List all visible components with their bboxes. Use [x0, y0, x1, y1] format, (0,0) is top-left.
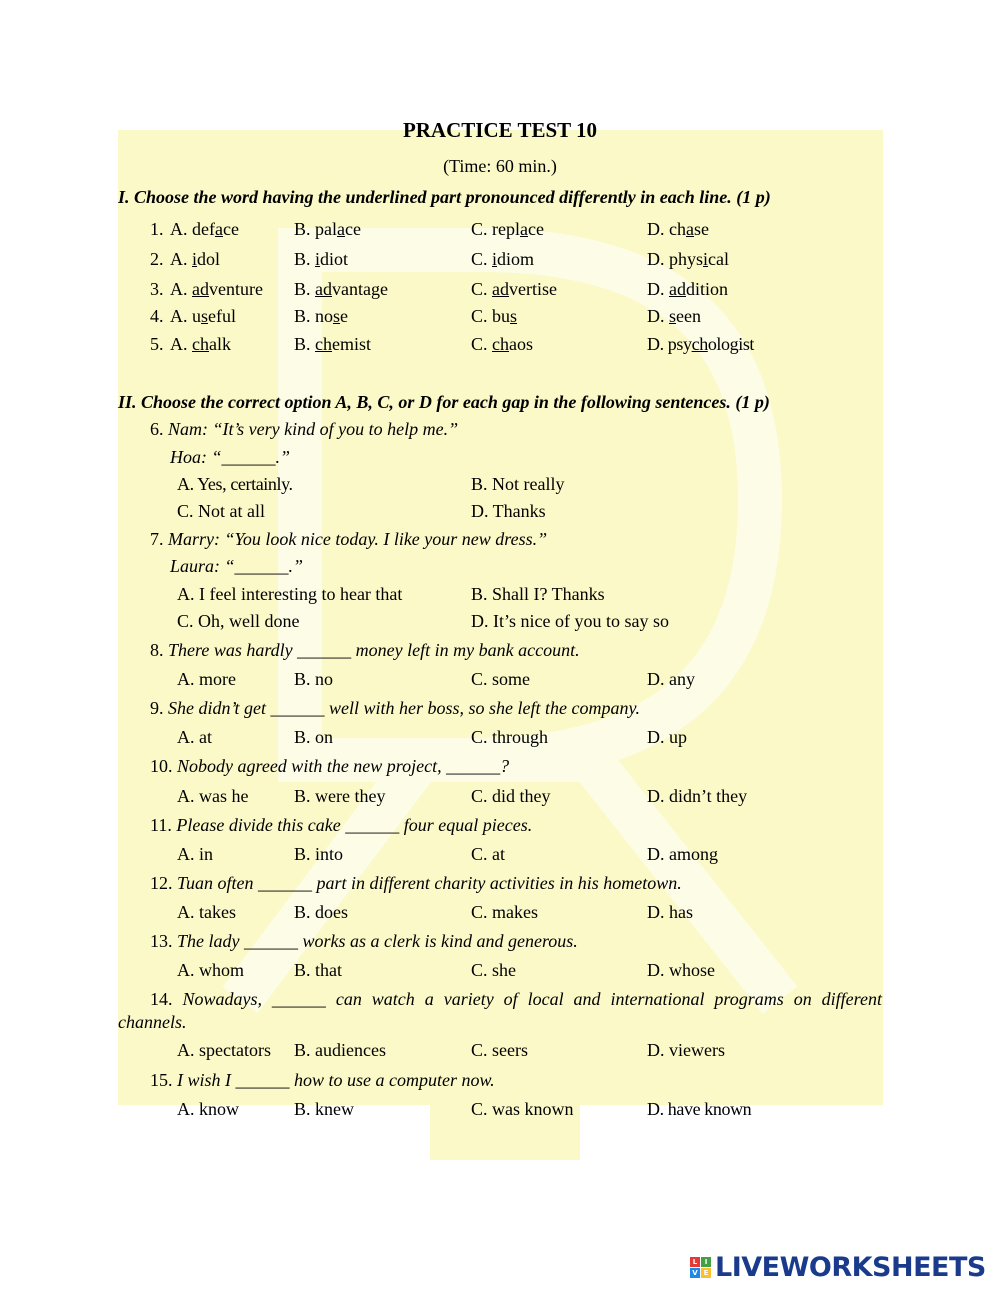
option-14c[interactable]: C. seers	[471, 1040, 528, 1060]
underlined-part: ch	[192, 334, 209, 354]
option-9d[interactable]: D. up	[647, 727, 687, 747]
question-7-line2: Laura: “______.”	[170, 556, 304, 576]
option-14d[interactable]: D. viewers	[647, 1040, 725, 1060]
question-number: 10.	[150, 756, 173, 776]
underlined-part: s	[201, 306, 209, 326]
option-7c[interactable]: C. Oh, well done	[177, 611, 300, 631]
question-number: 1.	[150, 219, 164, 239]
option-6c[interactable]: C. Not at all	[177, 501, 265, 521]
underlined-part: ch	[691, 334, 708, 354]
option-13d[interactable]: D. whose	[647, 960, 715, 980]
option-10c[interactable]: C. did they	[471, 786, 551, 806]
option-15d[interactable]: D. have known	[647, 1099, 752, 1119]
question-text: Nowadays, ______ can watch a variety of local and international programs on different	[182, 989, 882, 1009]
option-1c[interactable]: C. replace	[471, 219, 544, 239]
underlined-part: i	[492, 249, 498, 269]
option-3b[interactable]: B. advantage	[294, 279, 388, 299]
underlined-part: ch	[492, 334, 510, 354]
option-9c[interactable]: C. through	[471, 727, 549, 747]
question-number: 11.	[150, 815, 172, 835]
option-8d[interactable]: D. any	[647, 669, 695, 689]
option-15b[interactable]: B. knew	[294, 1099, 354, 1119]
option-4d[interactable]: D. seen	[647, 306, 701, 326]
underlined-part: a	[686, 219, 694, 239]
option-11a[interactable]: A. in	[177, 844, 213, 864]
underlined-part: i	[192, 249, 198, 269]
option-4c[interactable]: C. bus	[471, 306, 518, 326]
option-1a[interactable]: A. deface	[170, 219, 239, 239]
question-text: She didn’t get ______ well with her boss, so she left the company.	[168, 698, 640, 718]
page-title: PRACTICE TEST 10	[402, 118, 598, 142]
option-3d[interactable]: D. addition	[647, 279, 729, 299]
option-5d[interactable]: D. psychologist	[647, 334, 755, 354]
option-9a[interactable]: A. at	[177, 727, 212, 747]
question-14	[150, 989, 882, 1010]
option-5c[interactable]: C. chaos	[471, 334, 534, 354]
question-12	[150, 873, 682, 894]
question-text: There was hardly ______ money left in my bank account.	[168, 640, 580, 660]
underlined-part: s	[510, 306, 518, 326]
option-2a[interactable]: A. idol	[170, 249, 221, 269]
question-number: 13.	[150, 931, 173, 951]
option-7a[interactable]: A. I feel interesting to hear that	[177, 584, 403, 604]
brand-mark-icon	[690, 1257, 711, 1278]
question-number: 14.	[150, 989, 173, 1009]
brand-square: E	[701, 1268, 711, 1278]
question-number: 6.	[150, 419, 164, 439]
underlined-part: s	[669, 306, 677, 326]
option-12d[interactable]: D. has	[647, 902, 693, 922]
option-5b[interactable]: B. chemist	[294, 334, 372, 354]
option-15c[interactable]: C. was known	[471, 1099, 574, 1119]
option-6d[interactable]: D. Thanks	[471, 501, 546, 521]
option-3c[interactable]: C. advertise	[471, 279, 557, 299]
question-text: Marry: “You look nice today. I like your new dress.”	[168, 529, 548, 549]
option-14a[interactable]: A. spectators	[177, 1040, 271, 1060]
option-4a[interactable]: A. useful	[170, 306, 236, 326]
underlined-part: a	[520, 219, 528, 239]
question-text: The lady ______ works as a clerk is kind and generous.	[177, 931, 578, 951]
question-8	[150, 640, 580, 661]
question-text: Tuan often ______ part in different charity activities in his hometown.	[177, 873, 682, 893]
underlined-part: a	[214, 219, 223, 239]
option-11c[interactable]: C. at	[471, 844, 505, 864]
option-14b[interactable]: B. audiences	[294, 1040, 386, 1060]
underlined-part: ad	[192, 279, 209, 299]
question-number: 5.	[150, 334, 164, 354]
option-1b[interactable]: B. palace	[294, 219, 361, 239]
question-15	[150, 1070, 495, 1091]
question-14-line2: channels.	[118, 1012, 187, 1032]
question-9	[150, 698, 640, 719]
underlined-part: i	[315, 249, 321, 269]
option-11d[interactable]: D. among	[647, 844, 718, 864]
option-15a[interactable]: A. know	[177, 1099, 239, 1119]
underlined-part: ad	[315, 279, 333, 299]
option-9b[interactable]: B. on	[294, 727, 334, 747]
question-text: Nam: “It’s very kind of you to help me.”	[168, 419, 459, 439]
question-number: 12.	[150, 873, 173, 893]
question-text: Please divide this cake ______ four equal pieces.	[176, 815, 533, 835]
question-number: 9.	[150, 698, 164, 718]
option-10a[interactable]: A. was he	[177, 786, 249, 806]
option-12c[interactable]: C. makes	[471, 902, 538, 922]
question-number: 7.	[150, 529, 164, 549]
option-6b[interactable]: B. Not really	[471, 474, 565, 494]
option-4b[interactable]: B. nose	[294, 306, 349, 326]
question-number: 15.	[150, 1070, 173, 1090]
time-limit: (Time: 60 min.)	[443, 156, 557, 176]
brand-square: I	[701, 1257, 711, 1267]
option-5a[interactable]: A. chalk	[170, 334, 231, 354]
option-1d[interactable]: D. chase	[647, 219, 709, 239]
brand-square: V	[690, 1268, 700, 1278]
option-2c[interactable]: C. idiom	[471, 249, 535, 269]
question-number: 8.	[150, 640, 164, 660]
option-8b[interactable]: B. no	[294, 669, 334, 689]
option-8a[interactable]: A. more	[177, 669, 236, 689]
underlined-part: ch	[315, 334, 333, 354]
option-7d[interactable]: D. It’s nice of you to say so	[471, 611, 669, 631]
underlined-part: ad	[669, 279, 686, 299]
option-8c[interactable]: C. some	[471, 669, 531, 689]
option-6a[interactable]: A. Yes, certainly.	[177, 474, 293, 494]
option-3a[interactable]: A. adventure	[170, 279, 263, 299]
underlined-part: ad	[492, 279, 510, 299]
question-11	[150, 815, 532, 836]
question-13	[150, 931, 578, 952]
question-number: 2.	[150, 249, 164, 269]
underlined-part: a	[337, 219, 345, 239]
option-10d[interactable]: D. didn’t they	[647, 786, 748, 806]
underlined-part: s	[333, 306, 341, 326]
option-11b[interactable]: B. into	[294, 844, 344, 864]
question-6	[150, 419, 458, 440]
question-text: I wish I ______ how to use a computer now.	[177, 1070, 495, 1090]
section-2-heading: II. Choose the correct option A, B, C, or D for each gap in the following sentences. (1 p)	[118, 392, 770, 412]
option-2d[interactable]: D. physical	[647, 249, 730, 269]
brand-text: LIVEWORKSHEETS	[715, 1252, 986, 1283]
question-number: 3.	[150, 279, 164, 299]
option-13b[interactable]: B. that	[294, 960, 342, 980]
option-13a[interactable]: A. whom	[177, 960, 244, 980]
liveworksheets-logo[interactable]	[690, 1252, 986, 1283]
option-12b[interactable]: B. does	[294, 902, 348, 922]
option-7b[interactable]: B. Shall I? Thanks	[471, 584, 605, 604]
option-10b[interactable]: B. were they	[294, 786, 386, 806]
question-10	[150, 756, 509, 777]
section-1-heading: I. Choose the word having the underlined part pronounced differently in each line. (1 p)	[118, 187, 771, 207]
question-text: Nobody agreed with the new project, ______?	[177, 756, 510, 776]
option-13c[interactable]: C. she	[471, 960, 516, 980]
option-12a[interactable]: A. takes	[177, 902, 236, 922]
brand-square: L	[690, 1257, 700, 1267]
question-7	[150, 529, 547, 550]
underlined-part: i	[703, 249, 709, 269]
question-6-line2: Hoa: “______.”	[170, 447, 291, 467]
option-2b[interactable]: B. idiot	[294, 249, 349, 269]
question-number: 4.	[150, 306, 164, 326]
